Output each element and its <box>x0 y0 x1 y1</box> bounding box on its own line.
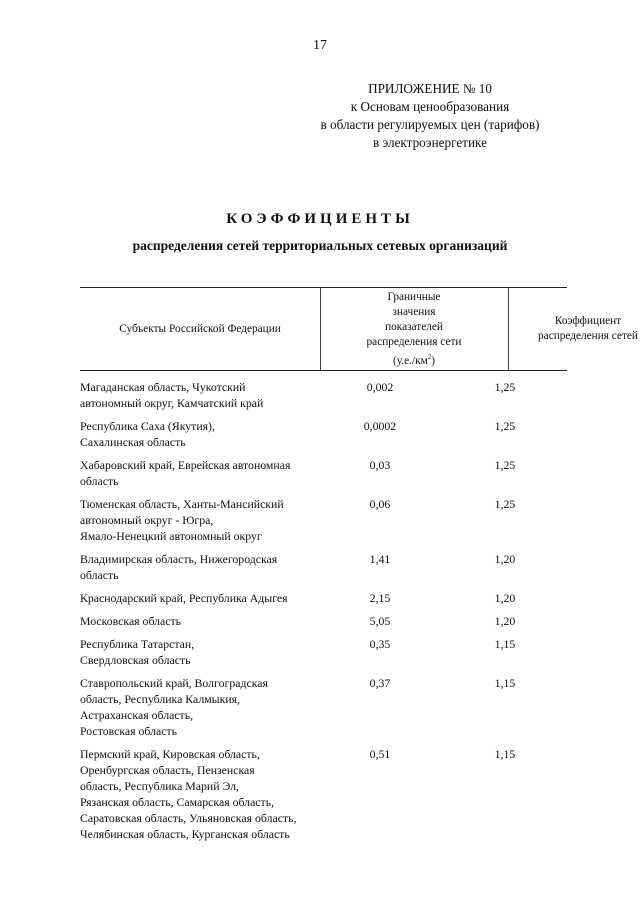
limit-value-cell: 2,15 <box>369 591 391 605</box>
header-limit-unit-sup: 2 <box>427 352 432 361</box>
subject-line: Челябинская область, Курганская область <box>80 827 290 841</box>
subject-line: Тюменская область, Ханты-Мансийский <box>80 497 284 511</box>
table-body <box>80 379 567 842</box>
table-row <box>80 746 567 842</box>
subject-cell <box>80 418 320 450</box>
limit-value-cell: 0,37 <box>369 676 391 690</box>
appendix-line-4: в электроэнергетике <box>373 135 487 150</box>
table-row <box>80 496 567 544</box>
coefficient-cell: 1,25 <box>494 380 516 394</box>
header-limit-unit-end: ) <box>431 354 435 367</box>
subject-cell <box>80 457 320 489</box>
table-row <box>80 613 567 629</box>
table-row <box>80 418 567 450</box>
subject-line: область <box>80 568 119 582</box>
page-number: 17 <box>313 38 327 53</box>
coefficient-cell: 1,25 <box>494 458 516 472</box>
header-limit-unit: (у.е./км <box>393 354 428 367</box>
table-row <box>80 636 567 668</box>
document-subtitle: распределения сетей территориальных сетевых организаций <box>132 238 508 253</box>
limit-value-cell: 0,0002 <box>363 419 397 433</box>
subject-cell <box>80 613 320 629</box>
subject-line: автономный округ - Югра, <box>80 513 214 527</box>
table-row <box>80 551 567 583</box>
header-coef-line-2: распределения сетей <box>538 330 638 342</box>
subject-line: область, Республика Калмыкия, <box>80 692 241 706</box>
limit-value-cell: 0,002 <box>366 380 394 394</box>
coefficients-table <box>80 287 638 849</box>
coefficient-cell: 1,15 <box>494 637 516 651</box>
limit-value-cell: 1,41 <box>369 552 391 566</box>
coefficient-cell: 1,20 <box>494 614 516 628</box>
table-row <box>80 457 567 489</box>
header-coef-line-1: Коэффициент <box>554 315 622 327</box>
subject-line: Краснодарский край, Республика Адыгея <box>80 591 288 605</box>
subject-line: Свердловская область <box>80 653 191 667</box>
header-limit-values <box>320 288 509 370</box>
subject-line: Рязанская область, Самарская область, <box>80 795 275 809</box>
appendix-line-1: ПРИЛОЖЕНИЕ № 10 <box>368 81 492 96</box>
subject-line: область <box>80 474 119 488</box>
subject-line: область, Республика Марий Эл, <box>80 779 239 793</box>
limit-value-cell: 5,05 <box>369 614 391 628</box>
limit-value-cell: 0,35 <box>369 637 391 651</box>
subject-line: Астраханская область, <box>80 708 194 722</box>
subject-line: Республика Татарстан, <box>80 637 195 651</box>
subject-line: Ямало-Ненецкий автономный округ <box>80 529 262 543</box>
coefficient-cell: 1,15 <box>494 676 516 690</box>
limit-value-cell: 0,03 <box>369 458 391 472</box>
subject-line: Оренбургская область, Пензенская <box>80 763 255 777</box>
limit-value-cell: 0,51 <box>369 747 391 761</box>
subject-cell <box>80 636 320 668</box>
subject-line: автономный округ, Камчатский край <box>80 396 264 410</box>
header-limit-line-4: распределения сети <box>366 335 462 348</box>
subject-line: Ставропольский край, Волгоградская <box>80 676 268 690</box>
coefficient-cell: 1,20 <box>494 552 516 566</box>
header-limit-line-3: показателей <box>385 320 443 333</box>
subject-line: Ростовская область <box>80 724 177 738</box>
subject-cell <box>80 675 320 739</box>
coefficient-cell: 1,20 <box>494 591 516 605</box>
table-row <box>80 590 567 606</box>
table-header <box>80 287 638 371</box>
subject-line: Пермский край, Кировская область, <box>80 747 260 761</box>
subject-line: Магаданская область, Чукотский <box>80 380 246 394</box>
subject-cell <box>80 590 320 606</box>
subject-line: Саратовская область, Ульяновская область, <box>80 811 297 825</box>
coefficient-cell: 1,25 <box>494 419 516 433</box>
subject-line: Владимирская область, Нижегородская <box>80 552 278 566</box>
subject-cell <box>80 746 320 842</box>
subject-cell <box>80 551 320 583</box>
appendix-header <box>300 80 560 152</box>
header-subjects: Субъекты Российской Федерации <box>80 288 321 370</box>
header-limit-line-5 <box>367 350 462 369</box>
header-coefficient <box>508 288 640 370</box>
subject-cell <box>80 379 320 411</box>
limit-value-cell: 0,06 <box>369 497 391 511</box>
coefficient-cell: 1,15 <box>494 747 516 761</box>
table-row <box>80 379 567 411</box>
subject-cell <box>80 496 320 544</box>
subject-line: Московская область <box>80 614 182 628</box>
document-title: КОЭФФИЦИЕНТЫ <box>226 211 414 227</box>
subject-line: Республика Саха (Якутия), <box>80 419 215 433</box>
subject-line: Хабаровский край, Еврейская автономная <box>80 458 291 472</box>
table-row <box>80 675 567 739</box>
subject-line: Сахалинская область <box>80 435 186 449</box>
header-limit-line-2: значения <box>392 305 436 318</box>
appendix-line-2: к Основам ценообразования <box>350 99 510 114</box>
coefficient-cell: 1,25 <box>494 497 516 511</box>
appendix-line-3: в области регулируемых цен (тарифов) <box>320 117 540 132</box>
header-limit-line-1: Граничные <box>387 290 441 303</box>
